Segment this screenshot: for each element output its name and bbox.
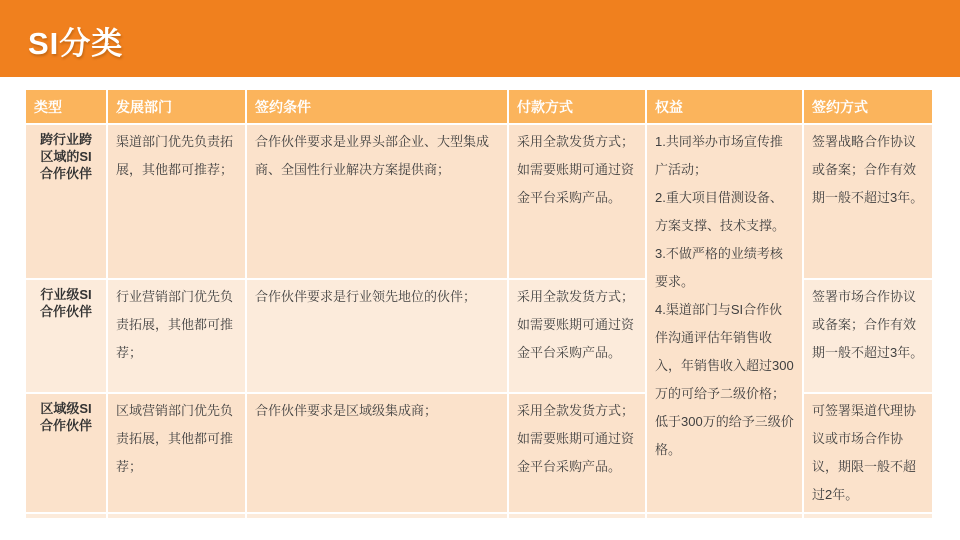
col-header-benefits: 权益 <box>646 89 803 124</box>
cell-payment: 采用全款发货方式；如需要账期可通过资金平台采购产品。 <box>508 279 646 393</box>
col-header-dept: 发展部门 <box>107 89 246 124</box>
cell-type: 区域级SI合作伙伴 <box>25 393 107 513</box>
cell-payment: 采用全款发货方式；如需要账期可通过资金平台采购产品。 <box>508 393 646 513</box>
cell-type: 行业级SI合作伙伴 <box>25 279 107 393</box>
cell-dept: 渠道部门优先负责拓展，其他都可推荐； <box>107 124 246 279</box>
cell-type: 跨行业跨区域的SI合作伙伴 <box>25 124 107 279</box>
table-row <box>25 124 933 279</box>
cell-dept: 行业营销部门优先负责拓展，其他都可推荐； <box>107 279 246 393</box>
page-title: SI分类 <box>28 26 124 61</box>
benefit-item: 4.渠道部门与SI合作伙伴沟通评估年销售收入，年销售收入超过300万的可给予二级价格；低于300万的给予三级价格。 <box>655 302 794 457</box>
table-row-empty <box>25 513 933 519</box>
benefit-item: 2.重大项目借测设备、方案支撑、技术支撑。 <box>655 190 786 233</box>
col-header-payment: 付款方式 <box>508 89 646 124</box>
cell-benefits-merged <box>646 124 803 513</box>
title-band <box>0 0 960 77</box>
cell-signing: 签署市场合作协议或备案；合作有效期一般不超过3年。 <box>803 279 933 393</box>
cell-signing: 签署战略合作协议或备案；合作有效期一般不超过3年。 <box>803 124 933 279</box>
cell-dept: 区域营销部门优先负责拓展，其他都可推荐； <box>107 393 246 513</box>
cell-condition: 合作伙伴要求是区域级集成商； <box>246 393 508 513</box>
benefit-item: 3.不做严格的业绩考核要求。 <box>655 246 783 289</box>
cell-payment: 采用全款发货方式；如需要账期可通过资金平台采购产品。 <box>508 124 646 279</box>
col-header-type: 类型 <box>25 89 107 124</box>
benefit-item: 1.共同举办市场宣传推广活动； <box>655 134 783 177</box>
col-header-condition: 签约条件 <box>246 89 508 124</box>
table-header-row <box>25 89 933 124</box>
cell-signing: 可签署渠道代理协议或市场合作协议，期限一般不超过2年。 <box>803 393 933 513</box>
cell-condition: 合作伙伴要求是行业领先地位的伙伴； <box>246 279 508 393</box>
col-header-signing: 签约方式 <box>803 89 933 124</box>
si-classification-table <box>24 88 934 520</box>
cell-condition: 合作伙伴要求是业界头部企业、大型集成商、全国性行业解决方案提供商； <box>246 124 508 279</box>
